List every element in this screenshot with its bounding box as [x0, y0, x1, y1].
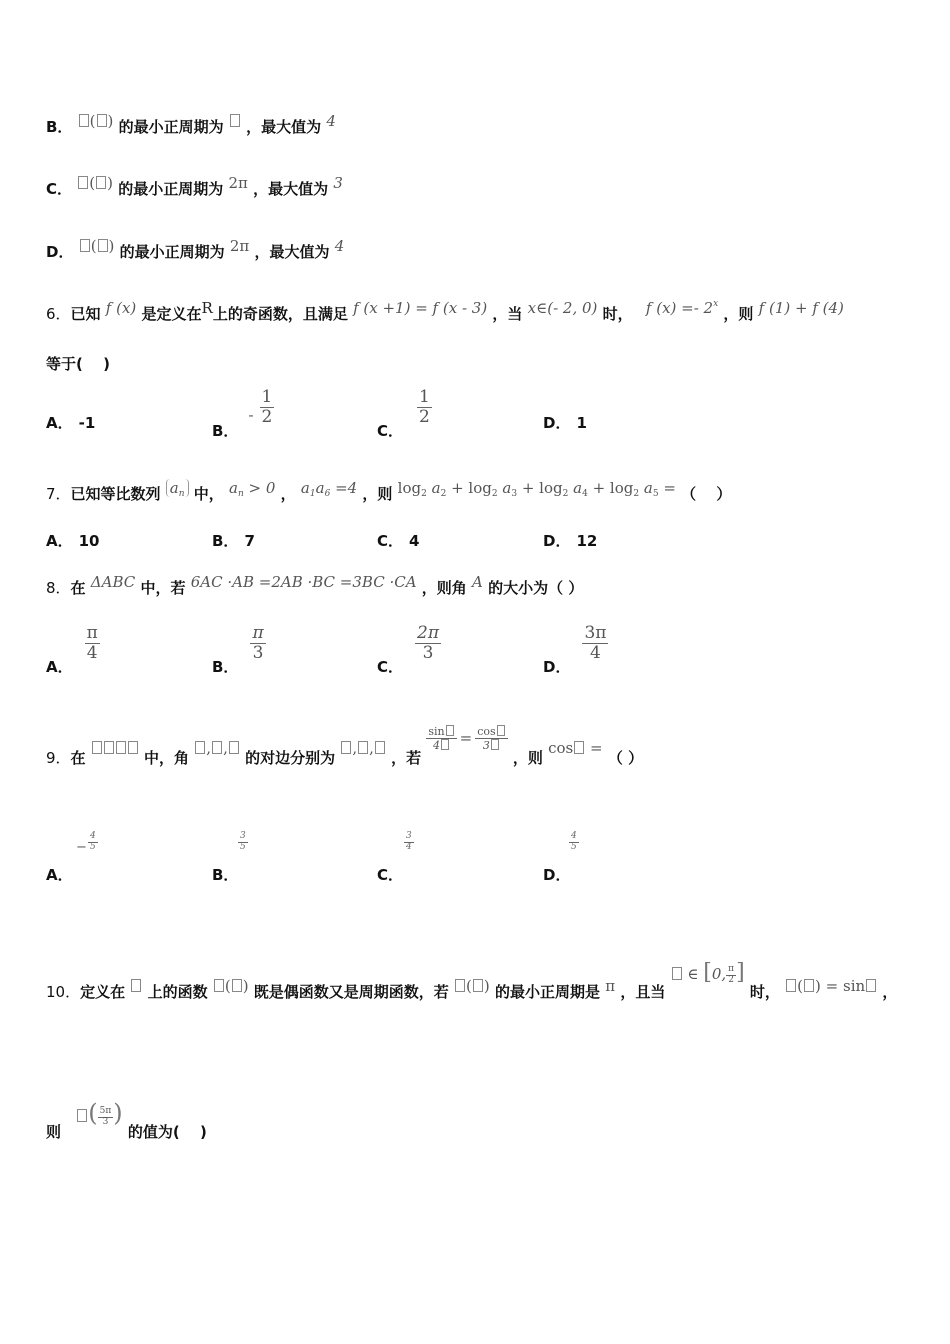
- q7-log1: log: [397, 479, 422, 497]
- q6-c-label: C．: [377, 421, 404, 440]
- placeholder-glyph-icon: [79, 114, 89, 127]
- q10-eval: ( $\frac{5\pi}{3}$ ): [76, 1099, 122, 1127]
- q6-b-fraction: [260, 388, 275, 426]
- placeholder-glyph-icon: [131, 979, 141, 992]
- q7-c2-b: a: [315, 479, 325, 497]
- question-6-stem: [46, 299, 844, 324]
- q7-c2-rest: =4: [330, 479, 358, 497]
- q8-option-b[interactable]: [212, 623, 266, 676]
- q7-log2-base: 2: [491, 489, 498, 499]
- q7-c-value: 4: [409, 532, 420, 550]
- q6-fx: f (x): [105, 299, 137, 317]
- placeholder-glyph-icon: [96, 176, 106, 189]
- q7-c1-rest: > 0: [243, 479, 276, 497]
- q7-condition-1: [229, 479, 275, 497]
- q7-option-d[interactable]: [543, 530, 597, 551]
- q10-arg-num: 5π: [99, 1105, 112, 1116]
- placeholder-glyph-icon: [77, 1109, 87, 1122]
- q6-rule-exp: x: [713, 299, 719, 309]
- q10-text-2: 上的函数: [147, 983, 208, 1001]
- placeholder-glyph-icon: [441, 739, 449, 750]
- q6-d-value: 1: [576, 414, 587, 432]
- q9-text-5: ，则: [512, 749, 543, 768]
- placeholder-glyph-icon: [358, 741, 368, 754]
- q6-d-label: D．: [543, 414, 571, 432]
- option-c-func: [77, 174, 113, 192]
- q10-text-1: 定义在: [80, 983, 126, 1001]
- q8-b-den: 3: [252, 642, 264, 663]
- q6-sum: f (1) + f (4): [758, 299, 844, 317]
- q9-three: 3: [482, 739, 490, 753]
- q9-equals: =: [459, 729, 473, 748]
- q7-d-value: 12: [576, 532, 598, 550]
- q10-text-6: 时，: [749, 983, 780, 1001]
- placeholder-glyph-icon: [341, 741, 351, 754]
- placeholder-glyph-icon: [195, 741, 205, 754]
- q6-b-sign: -: [248, 405, 254, 424]
- q9-target: [548, 739, 603, 757]
- placeholder-glyph-icon: [672, 967, 682, 980]
- q9-a-sign: −: [76, 840, 87, 855]
- q7-a3: a: [502, 479, 512, 497]
- q6-option-d[interactable]: [543, 412, 587, 433]
- placeholder-glyph-icon: [455, 979, 465, 992]
- q6-c-fraction: [417, 388, 432, 426]
- q9-text-1: 在: [70, 749, 86, 768]
- q8-text-2: 中，若: [140, 579, 186, 597]
- q8-c-fraction: [415, 624, 441, 662]
- q9-sin-num: [426, 725, 456, 738]
- paren-open: (: [90, 237, 97, 255]
- q8-a-num: π: [86, 623, 98, 643]
- q8-option-a[interactable]: [46, 623, 100, 676]
- q9-sin-fraction: [426, 725, 456, 752]
- placeholder-glyph-icon: [92, 741, 102, 754]
- option-b-label: B．: [46, 118, 73, 136]
- q6-rule-base: f (x) =- 2: [645, 299, 714, 317]
- q9-cos-den: [481, 739, 502, 752]
- q9-c-den: 4: [406, 841, 412, 852]
- option-d-text1: 的最小正周期为: [119, 243, 225, 261]
- q6-text-5: 时，: [602, 305, 633, 323]
- q7-option-c[interactable]: [377, 530, 419, 551]
- q9-b-label: B．: [212, 866, 239, 884]
- q7-text-1: 已知等比数列: [70, 485, 161, 503]
- q8-angle: A: [472, 573, 483, 591]
- q7-equals: =: [658, 479, 676, 497]
- q7-text-3: ，: [280, 485, 296, 503]
- q9-comma: ,: [206, 739, 212, 758]
- q6-text-6: ，则: [723, 305, 754, 323]
- q10-arg-den: 3: [102, 1116, 109, 1127]
- q7-log-sum: [398, 479, 676, 497]
- q9-text-3: 的对边分别为: [245, 749, 336, 768]
- q9-d-num: 4: [571, 831, 577, 841]
- q7-plus-1: +: [446, 479, 469, 497]
- q9-cos-num: [475, 725, 507, 738]
- option-b-text2: ，最大值为: [246, 118, 322, 136]
- q9-four: 4: [433, 739, 440, 753]
- placeholder-glyph-icon: [128, 741, 138, 754]
- placeholder-glyph-icon: [786, 979, 796, 992]
- q7-a4: a: [573, 479, 583, 497]
- q7-d-label: D．: [543, 532, 571, 550]
- placeholder-glyph-icon: [804, 979, 814, 992]
- q10-pi: π: [605, 977, 616, 995]
- option-c-label: C．: [46, 180, 73, 198]
- q10-text-value: 的值为( ): [127, 1123, 207, 1141]
- q7-plus-2: +: [517, 479, 540, 497]
- paren-open: (: [89, 112, 96, 130]
- q7-log2: log: [468, 479, 492, 497]
- paren-close: ): [107, 174, 113, 192]
- q6-text-2: 是定义在: [141, 305, 202, 323]
- q8-text-4: 的大小为（ ）: [488, 579, 584, 597]
- placeholder-glyph-icon: [229, 741, 239, 754]
- q8-c-num: 2π: [417, 623, 440, 643]
- q7-a3-sub: 3: [511, 489, 518, 499]
- q8-a-den: 4: [86, 642, 98, 663]
- placeholder-glyph-icon: [473, 979, 483, 992]
- q8-b-num: π: [252, 623, 264, 643]
- q8-b-label: B．: [212, 657, 239, 676]
- q9-d-fraction: [569, 832, 579, 853]
- q8-a-label: A．: [46, 657, 73, 676]
- q6-a-value: -1: [78, 414, 96, 432]
- q8-d-den: 4: [590, 642, 601, 663]
- q7-c-label: C．: [377, 532, 404, 550]
- q9-c-fraction: [404, 832, 414, 853]
- placeholder-glyph-icon: [446, 725, 454, 736]
- question-6-line2: 等于( ): [46, 355, 110, 373]
- q9-a-num: 4: [90, 831, 96, 841]
- placeholder-glyph-icon: [497, 725, 505, 736]
- paren-close: ): [483, 977, 490, 995]
- q10-rule: [785, 977, 877, 995]
- option-d-text2: ，最大值为: [254, 243, 330, 261]
- q10-interval: ∈ [0, $\frac{\pi}{2}$ ]: [671, 960, 745, 985]
- q8-d-label: D．: [543, 657, 571, 676]
- paren-close: ): [107, 112, 114, 130]
- q9-comma: ,: [352, 739, 358, 758]
- question-8-stem: [46, 573, 584, 598]
- q7-log3: log: [539, 479, 563, 497]
- q6-a-label: A．: [46, 414, 73, 432]
- paren-open: (: [466, 977, 472, 995]
- q9-condition: [426, 725, 507, 752]
- q10-arg-fraction: [98, 1107, 114, 1128]
- q9-a-label: A．: [46, 866, 73, 884]
- placeholder-glyph-icon: [230, 114, 240, 127]
- q7-c2-sub1: 1: [309, 489, 316, 499]
- q9-text-4: ，若: [391, 749, 422, 768]
- q7-condition-2: [301, 479, 357, 497]
- option-d-max: 4: [334, 237, 345, 255]
- q8-triangle: ΔABC: [90, 573, 136, 591]
- q6-b-den: 2: [261, 406, 273, 427]
- q7-log1-base: 2: [421, 489, 427, 499]
- option-c-text2: ，最大值为: [253, 180, 329, 198]
- q8-text-1: 在: [70, 579, 86, 597]
- q6-option-a[interactable]: [46, 412, 95, 433]
- q7-log3-base: 2: [562, 489, 569, 499]
- placeholder-glyph-icon: [78, 176, 88, 189]
- q7-a5: a: [643, 479, 653, 497]
- placeholder-glyph-icon: [866, 979, 876, 992]
- q9-angle-glyphs: [194, 739, 240, 757]
- q6-R: R: [201, 299, 213, 317]
- q7-option-a[interactable]: [46, 530, 99, 551]
- q7-a4-sub: 4: [582, 489, 588, 499]
- placeholder-glyph-icon: [375, 741, 385, 754]
- q7-b-value: 7: [244, 532, 255, 550]
- q9-comma: ,: [369, 739, 374, 758]
- q9-side-glyphs: [340, 739, 386, 757]
- question-9-stem: [46, 725, 644, 772]
- question-7-stem: [46, 479, 732, 505]
- q9-b-fraction: [238, 832, 248, 853]
- q6-text-4: ，当: [492, 305, 523, 323]
- option-c-max: 3: [333, 174, 343, 192]
- q8-b-fraction: [250, 624, 265, 662]
- q7-log4: log: [609, 479, 634, 497]
- option-b-func: [78, 112, 114, 130]
- q7-c2-a: a: [300, 479, 310, 497]
- q10-pi-half: [726, 965, 736, 986]
- q10-pi-num: π: [728, 963, 735, 974]
- q10-text-5: ，且当: [620, 983, 666, 1001]
- q7-c1-a: a: [229, 479, 238, 497]
- q9-c-label: C．: [377, 866, 404, 884]
- placeholder-glyph-icon: [97, 114, 107, 127]
- q9-cos: cos: [477, 725, 496, 738]
- q7-answer-paren: （ ）: [681, 485, 732, 503]
- q8-text-3: ，则角: [421, 579, 467, 597]
- question-10-stem: [46, 960, 898, 1003]
- q8-a-fraction: [85, 624, 100, 662]
- option-c-line: [46, 174, 343, 199]
- q8-d-fraction: [582, 624, 608, 662]
- placeholder-glyph-icon: [212, 741, 222, 754]
- question-8-number: 8．: [46, 579, 71, 597]
- question-9-number: 9．: [46, 749, 71, 768]
- q10-then: 则: [46, 1123, 62, 1141]
- option-d-period: 2π: [229, 237, 250, 255]
- question-7-number: 7．: [46, 485, 71, 503]
- q6-option-b[interactable]: [212, 387, 274, 440]
- q9-target-equals: =: [590, 739, 603, 758]
- q6-domain: x∈(- 2, 0): [527, 299, 598, 317]
- q8-d-num: 3π: [584, 623, 607, 643]
- q7-option-b[interactable]: [212, 530, 255, 551]
- placeholder-glyph-icon: [98, 239, 108, 252]
- q7-text-4: ，则: [362, 485, 393, 503]
- q9-c-num: 3: [406, 831, 412, 841]
- q10-text-7: ，: [882, 983, 898, 1001]
- placeholder-glyph-icon: [214, 979, 224, 992]
- q9-sin: sin: [428, 725, 445, 738]
- option-d-label: D．: [46, 243, 74, 261]
- q7-b-label: B．: [212, 532, 239, 550]
- q7-sequence: [166, 479, 189, 497]
- paren-open: (: [797, 977, 804, 995]
- q6-text-3: 上的奇函数，且满足: [212, 305, 348, 323]
- q9-triangle-glyphs: [91, 739, 139, 757]
- q6-c-num: 1: [419, 387, 430, 407]
- q10-text-3: 既是偶函数又是周期函数，若: [253, 983, 449, 1001]
- q9-target-cos: cos: [548, 739, 574, 758]
- q7-c2-sub2: 6: [324, 489, 331, 499]
- placeholder-glyph-icon: [574, 741, 584, 754]
- q10-sin: = sin: [825, 977, 866, 995]
- placeholder-glyph-icon: [104, 741, 114, 754]
- q6-text-1: 已知: [70, 305, 101, 323]
- q10-func-1: [213, 977, 249, 995]
- question-6-number: 6．: [46, 305, 71, 323]
- q8-c-label: C．: [377, 657, 404, 676]
- q9-d-den: 5: [571, 841, 577, 852]
- q10-text-4: 的最小正周期是: [494, 983, 600, 1001]
- q7-a2: a: [431, 479, 441, 497]
- q9-answer-paren: （ ）: [607, 749, 644, 768]
- paren-close: ): [108, 237, 115, 255]
- q10-pi-den: 2: [728, 974, 734, 985]
- q6-b-label: B．: [212, 421, 239, 440]
- option-b-text1: 的最小正周期为: [118, 118, 224, 136]
- q9-d-label: D．: [543, 866, 571, 884]
- q9-a-fraction: [88, 832, 98, 853]
- q7-a-label: A．: [46, 532, 73, 550]
- q9-b-num: 3: [240, 831, 246, 841]
- q7-seq-a: a: [169, 479, 179, 497]
- q7-log4-base: 2: [633, 489, 640, 499]
- paren-open: (: [224, 977, 231, 995]
- q7-plus-3: +: [587, 479, 610, 497]
- q7-a2-sub: 2: [440, 489, 447, 499]
- q6-option-c[interactable]: [377, 387, 432, 440]
- option-b-line: [46, 112, 336, 137]
- q6-b-num: 1: [261, 387, 273, 407]
- q7-a5-sub: 5: [652, 489, 659, 499]
- paren-open: (: [89, 174, 96, 192]
- option-d-line: [46, 237, 345, 262]
- placeholder-glyph-icon: [491, 739, 499, 750]
- q7-c1-sub: n: [237, 489, 244, 499]
- q9-text-2: 中，角: [144, 749, 190, 768]
- placeholder-glyph-icon: [80, 239, 90, 252]
- placeholder-glyph-icon: [116, 741, 126, 754]
- option-c-period: 2π: [228, 174, 248, 192]
- option-b-max: 4: [326, 112, 336, 130]
- q9-b-den: 5: [240, 841, 246, 852]
- q9-cos-fraction: [475, 725, 507, 752]
- q7-seq-sub: n: [178, 489, 185, 499]
- q6-equation: f (x +1) = f (x - 3): [353, 299, 488, 317]
- q8-equation: 6AC ·AB =2AB ·BC =3BC ·CA: [190, 573, 417, 591]
- paren-close: ): [242, 977, 249, 995]
- q10-in: ∈: [687, 965, 699, 983]
- q8-option-d[interactable]: [543, 623, 608, 676]
- option-d-func: [79, 237, 115, 255]
- q8-option-c[interactable]: [377, 623, 441, 676]
- q8-c-den: 3: [422, 642, 434, 663]
- q9-sin-den: [431, 739, 452, 752]
- q6-c-den: 2: [419, 406, 430, 427]
- q7-text-2: 中，: [193, 485, 224, 503]
- paren-close: ): [815, 977, 821, 995]
- q9-a-den: 5: [90, 841, 96, 852]
- placeholder-glyph-icon: [232, 979, 242, 992]
- q9-comma: ,: [223, 739, 228, 758]
- question-10-number: 10．: [46, 983, 81, 1001]
- option-c-text1: 的最小正周期为: [118, 180, 224, 198]
- q10-func-2: [454, 977, 490, 995]
- q6-rule: [646, 299, 718, 317]
- q10-zero: 0,: [711, 965, 727, 983]
- q7-a-value: 10: [78, 532, 100, 550]
